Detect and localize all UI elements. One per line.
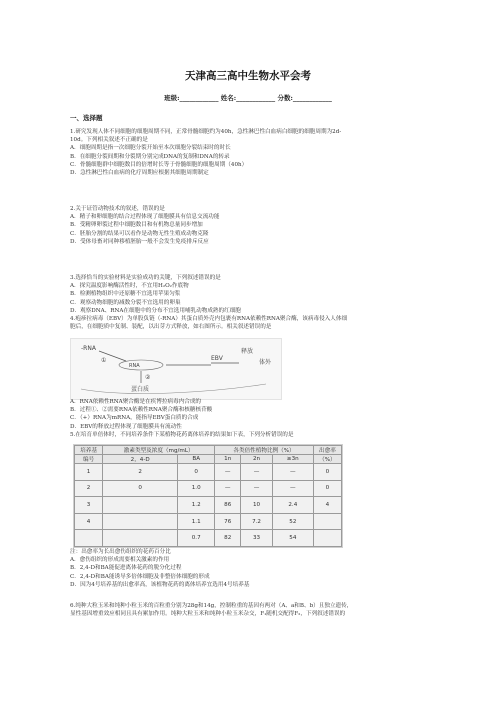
diagram-label-ebv: EBV xyxy=(211,355,223,362)
q4-option-d: D．EBV的释放过程体现了细胞膜具有流动性 xyxy=(70,423,182,430)
q3-stem: 3.选择恰当的实验材料是实验成功的关键，下列叙述错误的是 xyxy=(70,275,221,281)
q3-option-d: D．观察DNA、RNA在细胞中的分布不宜选用哺乳动物成熟的红细胞 xyxy=(70,307,241,314)
culture-results-table xyxy=(74,445,342,547)
q1-option-c: C．骨髓细胞群中细胞数目的倍增时长等于骨髓细胞的细胞周期（40h） xyxy=(70,161,248,168)
table-cell xyxy=(313,513,341,530)
table-subhead-3n: ≥3n xyxy=(272,455,313,464)
q3-option-b: B．检测植物组织中还原糖不宜选用苹果匀浆 xyxy=(70,291,181,298)
diagram-label-step-1: ① xyxy=(101,357,107,364)
table-head-ploidy: 各类倍性植物比例（%） xyxy=(215,446,314,455)
q4-stem-line-1: 4.疱疹拉病毒（EBV）为单股负链（-RNA）其蛋白质外壳内包裹有RNA依赖性RNA聚合酶，该病毒侵入人体细 xyxy=(70,316,348,323)
table-subhead-ba: BA xyxy=(178,455,215,464)
table-row xyxy=(75,480,342,497)
q4-option-a: A．RNA依赖性RNA聚合酶是在疾博拉病毒内合成的 xyxy=(70,399,202,405)
table-cell: 0 xyxy=(313,464,341,481)
q1-option-d: D．急性淋巴性白血病的化疗周期应根据其细胞周期制定 xyxy=(70,170,209,177)
q2-stem: 2.关于证管动物技术的叙述，错误的是 xyxy=(70,206,165,212)
table-subhead-percent: （%） xyxy=(313,455,341,464)
table-cell: 3 xyxy=(75,497,103,514)
q2-option-a: A．精子和卵细胞的结合过程体现了细胞膜具有信息交流功能 xyxy=(70,214,220,221)
table-cell: 1.2 xyxy=(178,497,215,514)
q1-stem-line-1: 1.研究发现人体不同细胞的细胞周期不同，正常骨髓细胞约为40h，急性淋巴性白血病白细胞的细胞周期为2d- xyxy=(70,129,342,135)
table-cell: — xyxy=(215,480,241,497)
q6-stem-line-1: 6.纯种大粒玉米和纯种小粒玉米的百粒重分别为28g和14g，控制粒重的基因有两对（A、a和B、b）且独立遗传， xyxy=(70,603,353,609)
diagram-label-protein: 蛋白质 xyxy=(131,386,150,393)
question-5-options xyxy=(70,548,430,589)
table-cell: 0.7 xyxy=(178,530,215,547)
table-cell xyxy=(313,530,341,547)
q4-virus-diagram xyxy=(70,338,282,400)
q1-option-b: B．在细胞分裂间期和分裂期分别完成DNA的复制和DNA的转录 xyxy=(70,153,230,160)
q4-option-c: C．（+）RNA为mRNA，能指导EBV蛋白质的合成 xyxy=(70,415,199,422)
table-cell xyxy=(75,530,103,547)
table-subhead-1n: 1n xyxy=(215,455,241,464)
table-cell: 2 xyxy=(103,464,178,481)
student-info-line: 班级:____________ 姓名:____________ 分数:____________ xyxy=(164,94,332,102)
table-cell: 0 xyxy=(313,480,341,497)
table-cell: 4 xyxy=(75,513,103,530)
table-cell: — xyxy=(272,480,313,497)
q5-option-b: B．2,4-D和BA能促进离体花药的脱分化过程 xyxy=(70,565,182,572)
table-row xyxy=(75,497,342,514)
q2-option-b: B．受精卵卵裂过程中细胞数目和有机物总量同步增加 xyxy=(70,222,203,229)
table-cell: 54 xyxy=(272,530,313,547)
table-head-medium: 培养基 xyxy=(75,446,103,455)
table-cell: 0 xyxy=(178,464,215,481)
q1-stem-line-2: 10d。下列相关叙述不正确的是 xyxy=(70,137,148,144)
diagram-label-step-2: ② xyxy=(145,374,151,381)
table-row xyxy=(75,530,342,547)
table-cell: 0 xyxy=(103,480,178,497)
q4-stem-line-2: 胞后，在细胞质中复制、装配，以出芽方式释放，如右图所示。相关叙述错误的是 xyxy=(70,324,272,331)
question-4-options xyxy=(70,398,430,439)
table-cell: 2.4 xyxy=(272,497,313,514)
exam-title: 天津高三高中生物水平会考 xyxy=(185,70,311,82)
table-cell: 7.2 xyxy=(241,513,273,530)
table-cell xyxy=(103,530,178,547)
q5-option-d: D．因为4号培养基的出愈率高，该植物花药的离体培养宜选用4号培养基 xyxy=(70,581,250,588)
table-head-hormone: 激素类型及浓度（mg/mL） xyxy=(103,446,215,455)
table-cell xyxy=(103,513,178,530)
diagram-label-minus-rna: -RNA xyxy=(81,345,96,352)
table-subhead-id: 编号 xyxy=(75,455,103,464)
q2-option-d: D．受体母畜对同种移植胚胎一般不会发生免疫排斥反应 xyxy=(70,238,209,245)
question-6 xyxy=(70,602,430,618)
q5-table-note: 注：出愈率为长出愈伤组织的花药百分比 xyxy=(70,549,171,555)
question-2 xyxy=(70,205,430,246)
section-heading: 一、选择题 xyxy=(70,114,103,122)
table-row xyxy=(75,464,342,481)
table-cell: 52 xyxy=(272,513,313,530)
table-cell: 82 xyxy=(215,530,241,547)
q2-option-c: C．胚胎分割的结果可以看作是动物无性生殖成动物克隆 xyxy=(70,230,209,237)
q5-stem: 5.在培育单倍体时，不同培养条件下某植物花药离体培养的结果如下表，下列分析错误的是 xyxy=(70,431,294,438)
virus-replication-figure xyxy=(71,339,281,399)
q4-option-b: B．过程①、②需要RNA依赖性RNA聚合酶和核糖核苷酸 xyxy=(70,407,213,414)
q6-stem-line-2: 显性基因增重效应相同且具有累加作用。纯种大粒玉米和纯种小粒玉米杂交，F₁随机交配得F₂，下列叙述错误的 xyxy=(70,611,346,618)
diagram-label-rna: RNA xyxy=(129,363,140,369)
diagram-label-release: 释放 xyxy=(241,348,254,355)
table-cell: — xyxy=(241,480,273,497)
table-cell: 86 xyxy=(215,497,241,514)
table-cell xyxy=(103,497,178,514)
table-row xyxy=(75,513,342,530)
table-cell: — xyxy=(272,464,313,481)
table-cell: 10 xyxy=(241,497,273,514)
table-cell: 1.0 xyxy=(178,480,215,497)
table-cell: — xyxy=(215,464,241,481)
table-cell: 4 xyxy=(313,497,341,514)
question-1 xyxy=(70,128,430,177)
question-3 xyxy=(70,274,430,331)
table-cell: 1 xyxy=(75,464,103,481)
table-cell: 2 xyxy=(75,480,103,497)
q3-option-a: A．探究温度影响酶活性时，不宜用H₂O₂作底物 xyxy=(70,283,189,290)
table-head-callus-rate: 出愈率 xyxy=(313,446,341,455)
table-cell: — xyxy=(241,464,273,481)
table-subhead-2n: 2n xyxy=(241,455,273,464)
diagram-label-outside: 体外 xyxy=(259,359,272,366)
table-subhead-24d: 2，4-D xyxy=(103,455,178,464)
table-cell: 1.1 xyxy=(178,513,215,530)
table-cell: 76 xyxy=(215,513,241,530)
q5-results-table xyxy=(73,444,343,548)
q1-option-a: A．细胞周期是指一次细胞分裂开始至本次细胞分裂结束时的时长 xyxy=(70,145,231,152)
q5-option-a: A．愈伤组织的形成需要相关激素的作用 xyxy=(70,557,170,564)
q5-option-c: C．2,4-D和BA能诱导多倍体细胞及非整倍体细胞的形成 xyxy=(70,573,210,580)
table-cell: 33 xyxy=(241,530,273,547)
q3-option-c: C．观察动物细胞的减数分裂不宜选用的卵巢 xyxy=(70,299,181,306)
